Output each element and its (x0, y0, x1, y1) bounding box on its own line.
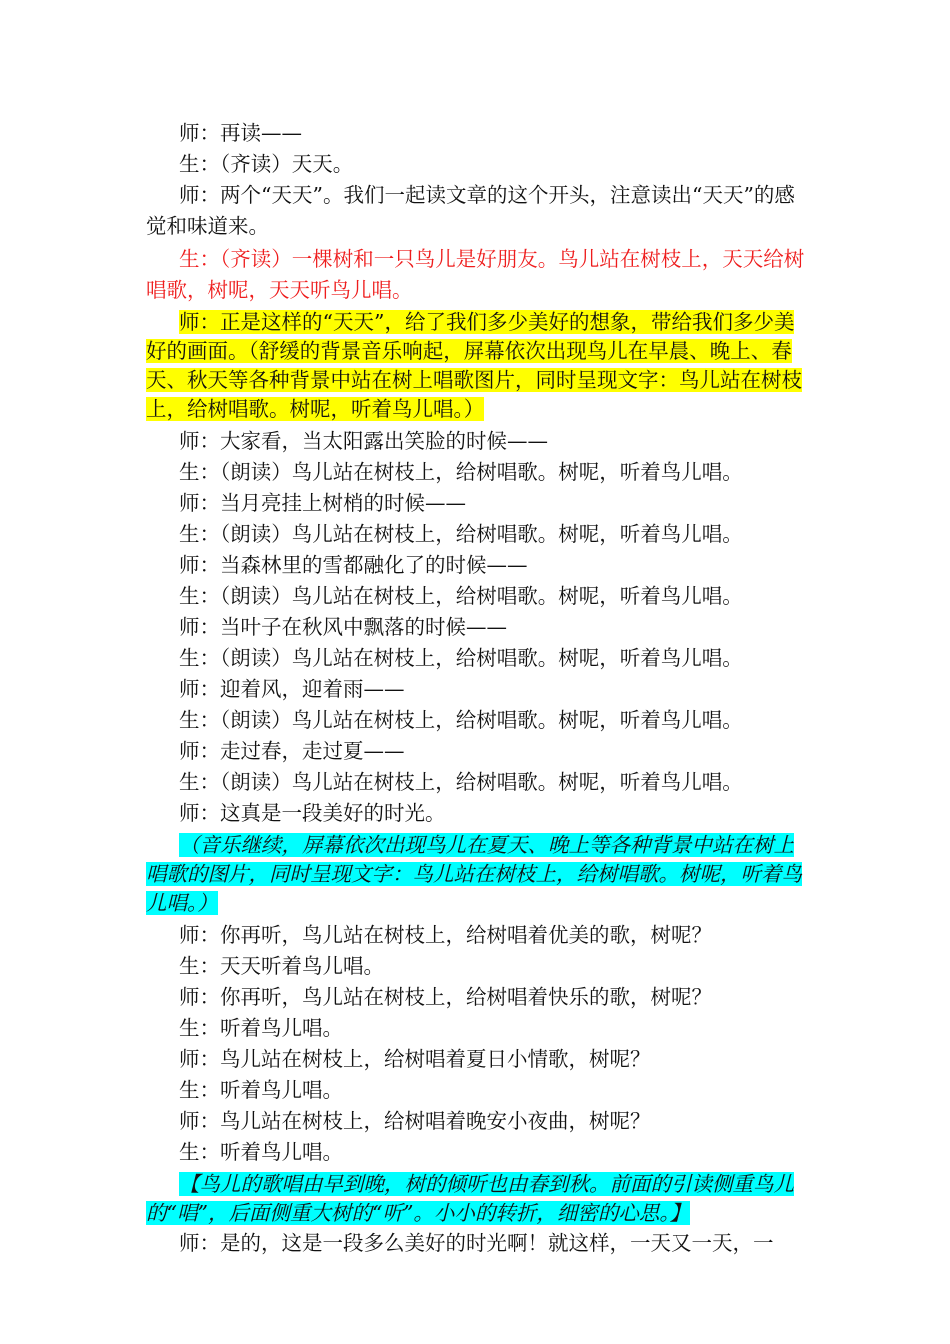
paragraph: 师：你再听，鸟儿站在树枝上，给树唱着快乐的歌，树呢？ (179, 985, 712, 1009)
document-page (146, 118, 810, 1259)
paragraph: 生：听着鸟儿唱。 (179, 1016, 343, 1040)
paragraph: 生：（朗读）鸟儿站在树枝上，给树唱歌。树呢，听着鸟儿唱。 (179, 522, 743, 546)
paragraph: 师：是的，这是一段多么美好的时光啊！就这样，一天又一天，一 (179, 1231, 774, 1255)
paragraph: 生：（朗读）鸟儿站在树枝上，给树唱歌。树呢，听着鸟儿唱。 (179, 708, 743, 732)
paragraph: 生：（朗读）鸟儿站在树枝上，给树唱歌。树呢，听着鸟儿唱。 (179, 646, 743, 670)
paragraph: 师：当森林里的雪都融化了的时候—— (179, 553, 528, 577)
paragraph: 生：（朗读）鸟儿站在树枝上，给树唱歌。树呢，听着鸟儿唱。 (179, 460, 743, 484)
paragraph-cyan-comment (146, 1170, 810, 1228)
paragraph: 师：鸟儿站在树枝上，给树唱着晚安小夜曲，树呢？ (179, 1109, 651, 1133)
paragraph: 生：天天听着鸟儿唱。 (179, 954, 384, 978)
yellow-highlight-span: 师：正是这样的“天天”，给了我们多少美好的想象，带给我们多少美好的画面。（舒缓的背景音乐响起，屏幕依次出现鸟儿在早晨、晚上、春天、秋天等各种背景中站在树上唱歌图片，同时呈现文字：鸟儿站在树枝上，给树唱歌。树呢，听着鸟儿唱。） (146, 310, 802, 421)
paragraph-cyan-highlight (146, 831, 810, 918)
paragraph: 师：大家看，当太阳露出笑脸的时候—— (179, 429, 548, 453)
paragraph: 生：（朗读）鸟儿站在树枝上，给树唱歌。树呢，听着鸟儿唱。 (179, 584, 743, 608)
paragraph: 师：这真是一段美好的时光。 (179, 801, 446, 825)
paragraph: 师：当月亮挂上树梢的时候—— (179, 491, 466, 515)
paragraph: 师：迎着风，迎着雨—— (179, 677, 405, 701)
paragraph: 生：听着鸟儿唱。 (179, 1140, 343, 1164)
paragraph: 师：鸟儿站在树枝上，给树唱着夏日小情歌，树呢？ (179, 1047, 651, 1071)
paragraph: 师：再读—— (179, 121, 302, 145)
paragraph-yellow-highlight (146, 308, 810, 424)
paragraph: 师：当叶子在秋风中飘落的时候—— (179, 615, 507, 639)
paragraph: 生：（齐读）天天。 (179, 152, 354, 176)
cyan-highlight-span: （音乐继续，屏幕依次出现鸟儿在夏天、晚上等各种背景中站在树上唱歌的图片，同时呈现文字：鸟儿站在树枝上，给树唱歌。树呢，听着鸟儿唱。） (146, 833, 802, 915)
paragraph: 师：走过春，走过夏—— (179, 739, 405, 763)
paragraph: 生：（朗读）鸟儿站在树枝上，给树唱歌。树呢，听着鸟儿唱。 (179, 770, 743, 794)
paragraph: 生：听着鸟儿唱。 (179, 1078, 343, 1102)
cyan-comment-span: 【鸟儿的歌唱由早到晚，树的倾听也由春到秋。前面的引读侧重鸟儿的“唱”，后面侧重大树的“听”。小小的转折，细密的心思。】 (146, 1172, 794, 1225)
paragraph: 师：你再听，鸟儿站在树枝上，给树唱着优美的歌，树呢？ (179, 923, 712, 947)
paragraph-red: 生：（齐读）一棵树和一只鸟儿是好朋友。鸟儿站在树枝上，天天给树唱歌，树呢，天天听鸟儿唱。 (146, 247, 805, 302)
paragraph: 师：两个“天天”。我们一起读文章的这个开头，注意读出“天天”的感觉和味道来。 (146, 183, 795, 238)
